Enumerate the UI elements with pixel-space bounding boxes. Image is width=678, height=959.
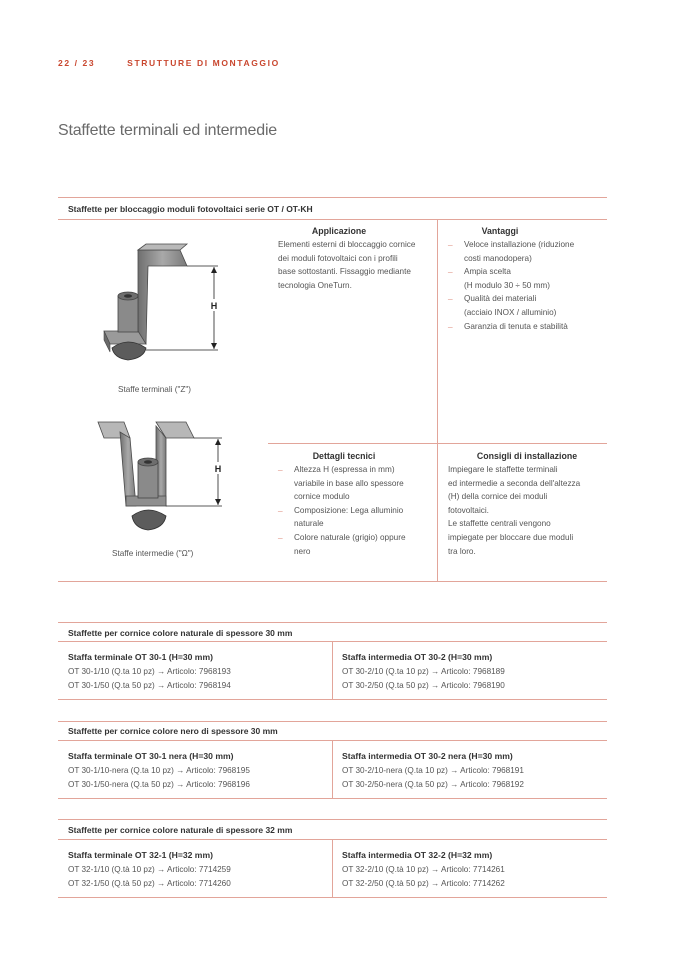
product-line: OT 30-2/10-nera (Q.ta 10 pz) → Articolo: 7968191 <box>342 766 524 775</box>
consigli-line: Impiegare le staffette terminali <box>448 465 558 474</box>
product-cell <box>342 848 505 891</box>
vantaggi-line: _ Veloce installazione (riduzione <box>464 240 575 249</box>
main-table-heading: Staffette per bloccaggio moduli fotovoltaici serie OT / OT-KH <box>68 204 313 214</box>
product-title: Staffa intermedia OT 30-2 nera (H=30 mm) <box>342 751 513 761</box>
product-cell <box>68 650 231 693</box>
product-table-heading: Staffette per cornice colore naturale di spessore 30 mm <box>68 628 293 638</box>
applicazione-text <box>278 238 436 292</box>
page-title: Staffette terminali ed intermedie <box>58 122 278 139</box>
dettagli-line: naturale <box>294 519 324 529</box>
product-table-top-rule <box>58 721 607 722</box>
dettagli-line: _ Colore naturale (grigio) oppure <box>294 532 406 542</box>
product-cell <box>342 749 524 792</box>
vantaggi-line: (acciaio INOX / alluminio) <box>464 307 557 317</box>
dimension-label: H <box>210 301 218 311</box>
product-title: Staffa terminale OT 30-1 nera (H=30 mm) <box>68 751 234 761</box>
vantaggi-list <box>448 238 606 333</box>
vantaggi-item <box>448 320 606 334</box>
intermediate-clamp-illustration <box>90 414 240 539</box>
product-line: OT 32-2/50 (Q.tà 50 pz) → Articolo: 7714262 <box>342 879 505 888</box>
section-title: STRUTTURE DI MONTAGGIO <box>127 58 280 68</box>
dettagli-heading: Dettagli tecnici <box>312 451 376 461</box>
consigli-line: fotovoltaici. <box>448 505 489 515</box>
applicazione-line: dei moduli fotovoltaici con i profili <box>278 253 398 263</box>
product-table-divider <box>332 641 333 699</box>
dettagli-line: cornice modulo <box>294 492 350 502</box>
product-line: OT 30-1/10-nera (Q.ta 10 pz) → Articolo: 7968195 <box>68 766 250 775</box>
main-table-bottom-rule <box>58 581 607 582</box>
product-line: OT 30-1/50-nera (Q.ta 50 pz) → Articolo: 7968196 <box>68 780 250 789</box>
vantaggi-line: _ Garanzia di tenuta e stabilità <box>464 321 568 331</box>
consigli-text <box>448 463 606 558</box>
applicazione-line: tecnologia OneTurn. <box>278 280 352 290</box>
product-table-heading: Staffette per cornice colore naturale di spessore 32 mm <box>68 825 293 835</box>
product-line: OT 30-1/10 (Q.ta 10 pz) → Articolo: 7968193 <box>68 667 231 676</box>
product-line: OT 32-1/50 (Q.tà 50 pz) → Articolo: 7714260 <box>68 879 231 888</box>
product-title: Staffa intermedia OT 30-2 (H=30 mm) <box>342 652 493 662</box>
dettagli-line: nero <box>294 546 311 556</box>
terminal-clamp-illustration <box>90 236 240 371</box>
terminal-caption: Staffe terminali ("Z") <box>118 385 191 394</box>
product-table-bottom-rule <box>58 798 607 799</box>
main-table-middle-rule <box>268 443 607 444</box>
vantaggi-item <box>448 265 606 292</box>
product-cell <box>342 650 505 693</box>
dettagli-line: variabile in base allo spessore <box>294 478 404 488</box>
main-table-column-divider <box>437 219 438 581</box>
product-line: OT 30-2/50-nera (Q.ta 50 pz) → Articolo: 7968192 <box>342 780 524 789</box>
page-number: 22 / 23 <box>58 58 96 68</box>
vantaggi-item <box>448 238 606 265</box>
intermediate-caption: Staffe intermedie ("Ω") <box>112 549 194 558</box>
product-cell <box>68 848 231 891</box>
consigli-line: impiegate per bloccare due moduli <box>448 532 574 542</box>
dettagli-list <box>278 463 436 558</box>
vantaggi-line: (H modulo 30 ÷ 50 mm) <box>464 280 550 290</box>
applicazione-line: base sottostanti. Fissaggio mediante <box>278 267 411 277</box>
product-line: OT 32-1/10 (Q.tà 10 pz) → Articolo: 7714259 <box>68 865 231 874</box>
dimension-label: H <box>214 464 222 474</box>
vantaggi-heading: Vantaggi <box>481 226 519 236</box>
product-table-bottom-rule <box>58 699 607 700</box>
product-line: OT 32-2/10 (Q.tà 10 pz) → Articolo: 7714261 <box>342 865 505 874</box>
consigli-line: ed intermedie a seconda dell'altezza <box>448 478 581 488</box>
product-table-top-rule <box>58 819 607 820</box>
dettagli-line: _ Composizione: Lega alluminio <box>294 505 404 515</box>
product-title: Staffa terminale OT 32-1 (H=32 mm) <box>68 850 213 860</box>
z-bracket <box>104 244 187 352</box>
product-line: OT 30-2/50 (Q.ta 50 pz) → Articolo: 7968190 <box>342 681 505 690</box>
product-table-bottom-rule <box>58 897 607 898</box>
product-title: Staffa intermedia OT 32-2 (H=32 mm) <box>342 850 493 860</box>
product-table-heading: Staffette per cornice colore nero di spessore 30 mm <box>68 726 278 736</box>
dettagli-line: _ Altezza H (espressa in mm) <box>294 465 395 474</box>
vantaggi-line: _ Qualità dei materiali <box>464 294 537 304</box>
consigli-line: tra loro. <box>448 546 476 556</box>
product-title: Staffa terminale OT 30-1 (H=30 mm) <box>68 652 213 662</box>
consigli-line: (H) della cornice dei moduli <box>448 492 548 502</box>
applicazione-heading: Applicazione <box>311 226 367 236</box>
product-table-divider <box>332 740 333 798</box>
applicazione-line: Elementi esterni di bloccaggio cornice <box>278 240 416 249</box>
vantaggi-item <box>448 292 606 319</box>
product-cell <box>68 749 250 792</box>
main-table-top-rule <box>58 197 607 198</box>
product-table-top-rule <box>58 622 607 623</box>
vantaggi-line: _ Ampia scelta <box>464 267 511 277</box>
consigli-line: Le staffette centrali vengono <box>448 519 551 529</box>
product-line: OT 30-2/10 (Q.ta 10 pz) → Articolo: 7968189 <box>342 667 505 676</box>
main-table-heading-rule <box>58 219 607 220</box>
vantaggi-line: costi manodopera) <box>464 253 532 263</box>
product-line: OT 30-1/50 (Q.ta 50 pz) → Articolo: 7968194 <box>68 681 231 690</box>
product-table-divider <box>332 839 333 897</box>
consigli-heading: Consigli di installazione <box>476 451 578 461</box>
dettagli-item <box>278 531 436 558</box>
dettagli-item <box>278 463 436 504</box>
dettagli-item <box>278 504 436 531</box>
page-header <box>58 58 280 68</box>
